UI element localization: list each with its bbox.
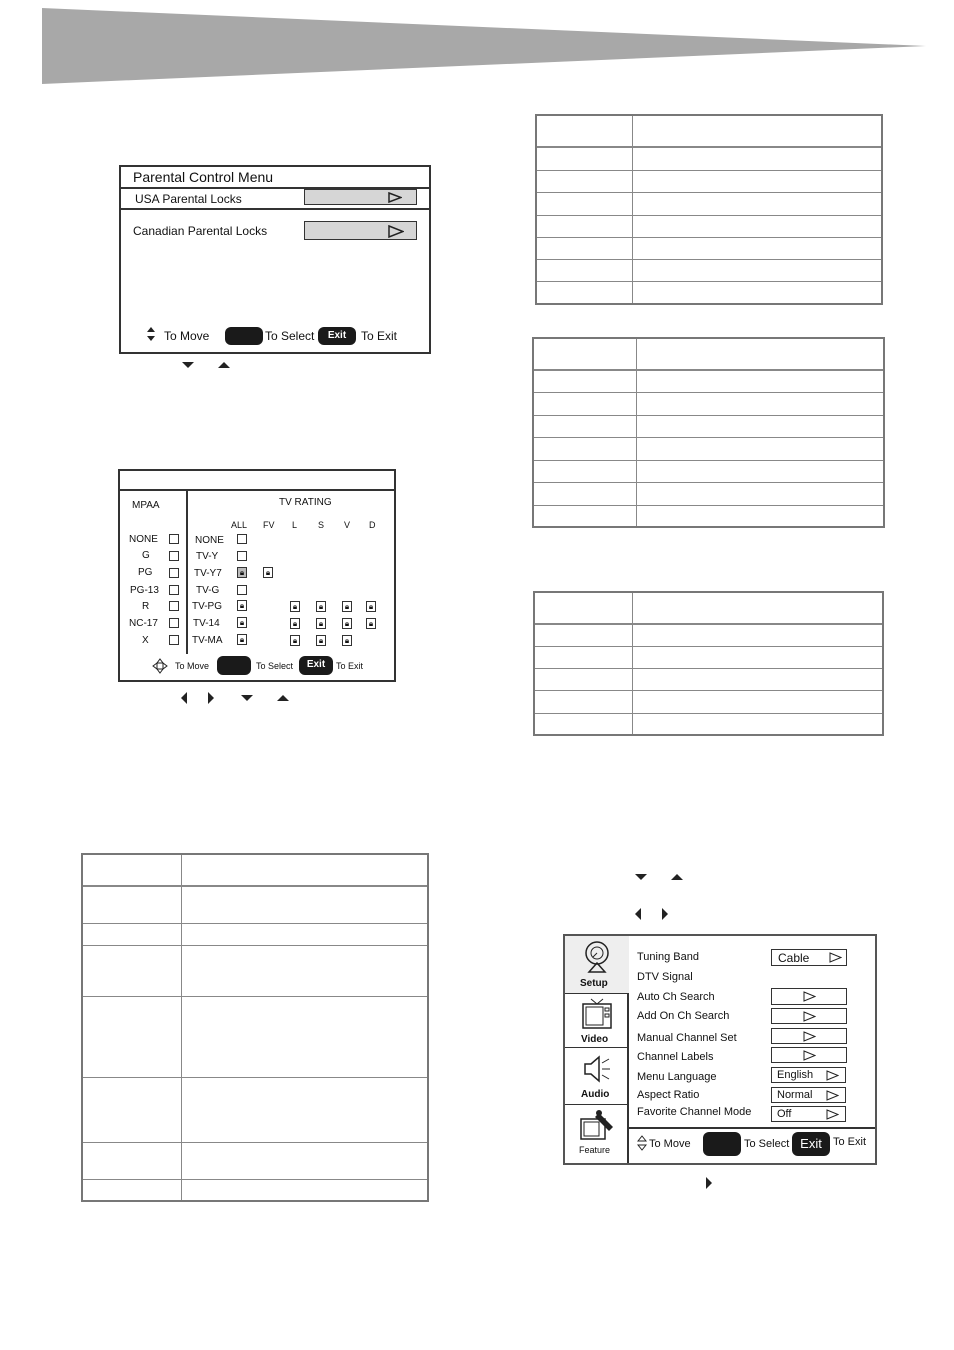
tv-tools-icon — [579, 1109, 615, 1141]
up-arrow-icon — [217, 361, 231, 369]
lock-icon[interactable]: 🔒︎ — [316, 618, 326, 629]
row-divider — [535, 690, 882, 691]
up-arrow-icon — [670, 873, 684, 881]
footer-move-text: To Move — [164, 329, 210, 343]
exit-button[interactable]: Exit — [299, 656, 333, 675]
play-arrow-icon — [803, 1050, 816, 1061]
row-divider — [537, 146, 881, 148]
footer-exit-text: To Exit — [361, 329, 398, 343]
channel-labels-button[interactable] — [771, 1047, 847, 1063]
parental-control-menu-screen — [119, 165, 431, 354]
mpaa-item: X — [142, 635, 149, 646]
row-divider — [535, 623, 882, 625]
lock-icon[interactable]: 🔒︎ — [237, 600, 247, 611]
tv-rating-label: TV RATING — [279, 497, 332, 508]
play-arrow-icon — [803, 1031, 816, 1042]
footer-exit-text: To Exit — [833, 1136, 867, 1148]
play-arrow-icon — [803, 1011, 816, 1022]
tv-item: TV-PG — [192, 601, 223, 612]
right-arrow-icon — [705, 1176, 713, 1190]
play-arrow-icon — [388, 192, 402, 203]
sidebar-item-setup[interactable] — [565, 936, 629, 994]
row-divider — [537, 259, 881, 260]
lock-icon[interactable]: 🔒︎ — [290, 601, 300, 612]
mpaa-item: G — [142, 550, 150, 561]
menu-item-label: DTV Signal — [637, 971, 693, 983]
play-arrow-icon — [826, 1090, 839, 1101]
up-arrow-icon — [276, 694, 290, 702]
menu-title: Parental Control Menu — [133, 169, 274, 185]
description-table — [533, 591, 884, 736]
mpaa-checkbox[interactable] — [169, 585, 179, 595]
select-value: English — [777, 1069, 814, 1081]
row-divider — [534, 392, 883, 393]
canadian-parental-locks-button[interactable] — [304, 221, 417, 240]
mpaa-checkbox[interactable] — [169, 534, 179, 544]
sidebar-item-audio[interactable] — [565, 1048, 629, 1105]
item-divider — [121, 208, 429, 210]
footer-move-text: To Move — [649, 1138, 691, 1150]
lock-icon[interactable]: 🔒︎ — [366, 618, 376, 629]
add-on-ch-search-button[interactable] — [771, 1008, 847, 1024]
row-divider — [83, 885, 427, 887]
row-divider — [83, 945, 427, 946]
row-divider — [83, 1077, 427, 1078]
sidebar-item-feature[interactable] — [565, 1105, 629, 1163]
column-divider — [186, 490, 188, 654]
lock-icon[interactable]: 🔒︎ — [342, 601, 352, 612]
row-divider — [535, 668, 882, 669]
column-header: D — [369, 520, 376, 530]
row-divider — [534, 369, 883, 371]
select-button[interactable] — [217, 656, 251, 675]
row-divider — [83, 923, 427, 924]
mpaa-label: MPAA — [132, 500, 160, 511]
mpaa-checkbox[interactable] — [169, 601, 179, 611]
row-divider — [537, 237, 881, 238]
select-button[interactable] — [703, 1132, 741, 1156]
four-way-arrow-icon — [152, 658, 168, 674]
play-arrow-icon — [388, 225, 404, 238]
mpaa-checkbox[interactable] — [169, 618, 179, 628]
row-divider — [535, 646, 882, 647]
row-divider — [537, 192, 881, 193]
lock-icon[interactable]: 🔒︎ — [263, 567, 273, 578]
description-table — [535, 114, 883, 305]
setup-menu-screen — [563, 934, 877, 1165]
sidebar-item-label: Setup — [580, 978, 608, 989]
usa-parental-locks-button[interactable] — [304, 189, 417, 205]
right-arrow-icon — [207, 691, 215, 705]
usa-parental-locks-label: USA Parental Locks — [135, 192, 242, 206]
exit-button[interactable]: Exit — [318, 327, 356, 345]
menu-item-label: Aspect Ratio — [637, 1089, 700, 1101]
menu-item-label: Add On Ch Search — [637, 1010, 730, 1022]
description-table — [81, 853, 429, 1202]
menu-item-label: Auto Ch Search — [637, 991, 715, 1003]
row-divider — [535, 713, 882, 714]
tv-item: TV-Y — [196, 551, 219, 562]
column-header: L — [292, 520, 298, 530]
up-down-arrow-icon — [637, 1135, 647, 1151]
lock-icon[interactable]: 🔒︎ — [290, 618, 300, 629]
column-header: S — [318, 520, 325, 530]
mpaa-checkbox[interactable] — [169, 568, 179, 578]
aspect-ratio-select[interactable] — [771, 1087, 846, 1103]
select-value: Cable — [778, 951, 810, 965]
mpaa-item: NONE — [129, 534, 158, 545]
down-arrow-icon — [181, 361, 195, 369]
description-table — [532, 337, 885, 528]
tv-item: TV-G — [196, 585, 220, 596]
exit-button[interactable]: Exit — [792, 1132, 830, 1156]
mpaa-item: PG-13 — [130, 585, 159, 596]
lock-icon[interactable]: 🔒︎ — [342, 618, 352, 629]
up-down-arrow-icon — [146, 326, 156, 342]
lock-icon[interactable]: 🔒︎ — [290, 635, 300, 646]
tv-checkbox[interactable] — [237, 534, 247, 544]
footer-select-text: To Select — [744, 1138, 790, 1150]
lock-icon[interactable]: 🔒︎ — [316, 601, 326, 612]
mpaa-item: PG — [138, 567, 153, 578]
satellite-dish-icon — [583, 941, 611, 973]
menu-language-select[interactable] — [771, 1067, 846, 1083]
column-divider — [632, 116, 633, 303]
footer-divider — [629, 1127, 875, 1129]
sidebar-item-label: Audio — [581, 1089, 610, 1100]
lock-icon[interactable]: 🔒︎ — [316, 635, 326, 646]
auto-ch-search-button[interactable] — [771, 988, 847, 1005]
menu-item-label: Tuning Band — [637, 951, 699, 963]
lock-icon[interactable]: 🔒︎ — [366, 601, 376, 612]
sidebar-item-label: Video — [581, 1034, 609, 1045]
lock-icon[interactable]: 🔒︎ — [237, 634, 247, 645]
menu-item-label: Favorite Channel Mode — [637, 1106, 752, 1118]
tv-item: TV-Y7 — [194, 568, 222, 579]
speaker-icon — [583, 1054, 611, 1084]
favorite-channel-mode-select[interactable] — [771, 1106, 846, 1122]
tv-item: TV-14 — [193, 618, 220, 629]
right-arrow-icon — [661, 907, 669, 921]
left-arrow-icon — [634, 907, 642, 921]
down-arrow-icon — [240, 694, 254, 702]
column-header: FV — [263, 520, 275, 530]
footer-exit-text: To Exit — [336, 661, 364, 671]
row-divider — [83, 996, 427, 997]
mpaa-checkbox[interactable] — [169, 551, 179, 561]
sidebar-item-label: Feature — [579, 1145, 611, 1155]
tv-icon — [581, 998, 613, 1030]
manual-channel-set-button[interactable] — [771, 1028, 847, 1044]
rating-lock-screen — [118, 469, 396, 682]
tv-item: NONE — [195, 535, 224, 546]
menu-item-label: Menu Language — [637, 1071, 717, 1083]
lock-icon[interactable]: 🔒︎ — [342, 635, 352, 646]
play-arrow-icon — [803, 991, 816, 1002]
down-arrow-icon — [634, 873, 648, 881]
play-arrow-icon — [826, 1109, 839, 1120]
tuning-band-select[interactable] — [771, 949, 847, 966]
row-divider — [534, 415, 883, 416]
column-divider — [636, 339, 637, 526]
lock-icon[interactable]: 🔒︎ — [237, 567, 247, 578]
footer-select-text: To Select — [256, 661, 294, 671]
column-header: ALL — [231, 520, 248, 530]
row-divider — [534, 482, 883, 483]
lock-icon[interactable]: 🔒︎ — [237, 617, 247, 628]
footer-move-text: To Move — [175, 661, 210, 671]
row-divider — [83, 1179, 427, 1180]
menu-item-label: Channel Labels — [637, 1051, 714, 1063]
mpaa-item: NC-17 — [129, 618, 158, 629]
row-divider — [534, 460, 883, 461]
row-divider — [534, 505, 883, 506]
row-divider — [83, 1142, 427, 1143]
tv-checkbox[interactable] — [237, 585, 247, 595]
mpaa-item: R — [142, 601, 150, 612]
row-divider — [534, 437, 883, 438]
page-header-bar — [42, 8, 926, 84]
tv-item: TV-MA — [192, 635, 223, 646]
tv-checkbox[interactable] — [237, 551, 247, 561]
sidebar-item-video[interactable] — [565, 994, 629, 1048]
column-divider — [181, 855, 182, 1200]
play-arrow-icon — [829, 952, 842, 963]
mpaa-checkbox[interactable] — [169, 635, 179, 645]
column-header: V — [344, 520, 351, 530]
select-value: Normal — [777, 1089, 813, 1101]
row-divider — [537, 215, 881, 216]
canadian-parental-locks-label: Canadian Parental Locks — [133, 224, 268, 238]
row-divider — [537, 281, 881, 282]
sidebar — [565, 936, 629, 1163]
select-value: Off — [777, 1108, 792, 1120]
select-button[interactable] — [225, 327, 263, 345]
row-divider — [537, 170, 881, 171]
footer-select-text: To Select — [265, 329, 315, 343]
left-arrow-icon — [180, 691, 188, 705]
menu-item-label: Manual Channel Set — [637, 1032, 737, 1044]
top-divider — [120, 489, 394, 491]
play-arrow-icon — [826, 1070, 839, 1081]
